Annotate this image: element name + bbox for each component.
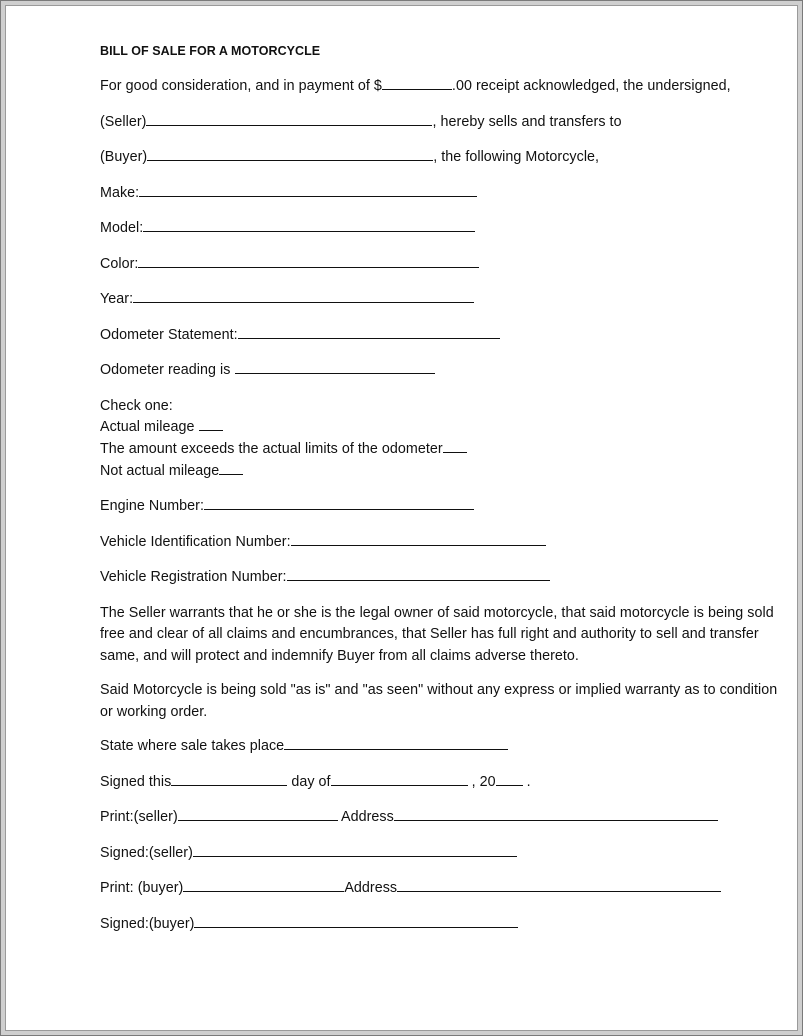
consideration-label: For good consideration, and in payment of $ [100,78,382,94]
seller-name-field[interactable] [146,112,432,126]
check-option-actual-label: Actual mileage [100,419,199,436]
signed-day-field[interactable] [171,772,287,786]
buyer-name-field[interactable] [147,147,433,161]
buyer-address-label: Address [344,880,398,897]
odometer-reading-line [100,360,780,380]
make-line [100,183,780,203]
model-field[interactable] [143,218,475,232]
print-buyer-line [100,878,780,898]
seller-line [100,112,780,132]
check-option-exceeds-label: The amount exceeds the actual limits of the odometer [100,440,443,457]
color-label: Color: [100,255,139,272]
seller-address-label: Address [337,809,394,826]
registration-line [100,567,780,587]
state-field[interactable] [284,736,508,750]
document-page [5,5,798,1031]
color-line [100,254,780,274]
signed-buyer-line [100,914,780,934]
state-line [100,736,780,756]
signed-year-field[interactable] [496,772,523,786]
year-field[interactable] [133,289,474,303]
document-content [100,44,780,949]
seller-address-field[interactable] [394,807,718,821]
check-one-group [100,396,780,483]
vin-label: Vehicle Identification Number: [100,533,291,550]
vin-field[interactable] [291,532,546,546]
registration-field[interactable] [287,567,550,581]
odometer-statement-label: Odometer Statement: [100,326,238,343]
print-buyer-field[interactable] [183,878,344,892]
document-title: BILL OF SALE FOR A MOTORCYCLE [100,44,321,58]
vin-line [100,532,780,552]
check-option-not-actual-label: Not actual mileage [100,462,220,479]
print-seller-label: Print:(seller) [100,809,178,826]
signed-seller-line [100,843,780,863]
print-buyer-label: Print: (buyer) [100,880,184,897]
print-seller-line [100,807,780,827]
warranty-paragraph: The Seller warrants that he or she is the legal owner of said motorcycle, that said motorcycle is being sold free and clear of all claims and encumbrances, that Seller has full right and authority to sell and transfer same, and will protect and indemnify Buyer from all claims adverse thereto. [100,604,774,664]
signed-buyer-label: Signed:(buyer) [100,915,195,932]
buyer-address-field[interactable] [397,878,721,892]
odometer-statement-line [100,325,780,345]
state-label: State where sale takes place [100,738,285,755]
year-prefix-label: , 20 [467,773,496,790]
signed-this-label: Signed this [100,773,172,790]
day-of-label: day of [287,773,331,790]
seller-tail: , hereby sells and transfers to [432,113,622,130]
as-is-paragraph: Said Motorcycle is being sold "as is" and "as seen" without any express or implied warranty as to condition or working order. [100,682,778,720]
make-label: Make: [100,184,140,201]
make-field[interactable] [139,183,477,197]
odometer-reading-field[interactable] [235,360,435,374]
engine-number-label: Engine Number: [100,498,205,515]
year-line [100,289,780,309]
check-actual-mileage-field[interactable] [199,417,223,431]
buyer-tail: , the following Motorcycle, [433,149,600,165]
payment-amount-field[interactable] [382,76,452,90]
signed-this-end: . [522,773,531,790]
model-line [100,218,780,238]
registration-label: Vehicle Registration Number: [100,569,287,586]
buyer-line [100,147,780,167]
engine-number-line [100,496,780,516]
check-option-exceeds [100,439,780,461]
seller-label: (Seller) [100,113,147,130]
model-label: Model: [100,220,144,236]
signed-seller-label: Signed:(seller) [100,844,193,861]
check-option-actual [100,417,780,439]
consideration-line [100,76,780,96]
consideration-tail: .00 receipt acknowledged, the undersigned, [451,78,731,94]
engine-number-field[interactable] [204,496,474,510]
signed-month-field[interactable] [331,772,468,786]
odometer-statement-field[interactable] [238,325,500,339]
check-one-heading: Check one: [100,397,173,414]
check-exceeds-field[interactable] [443,439,467,453]
year-label: Year: [100,291,134,307]
odometer-reading-label: Odometer reading is [100,362,235,378]
buyer-label: (Buyer) [100,149,148,165]
check-option-not-actual [100,461,780,483]
check-not-actual-field[interactable] [219,461,243,475]
print-seller-field[interactable] [178,807,338,821]
color-field[interactable] [138,254,479,268]
signed-seller-field[interactable] [193,843,517,857]
signed-buyer-field[interactable] [194,914,518,928]
signed-this-line [100,772,780,792]
